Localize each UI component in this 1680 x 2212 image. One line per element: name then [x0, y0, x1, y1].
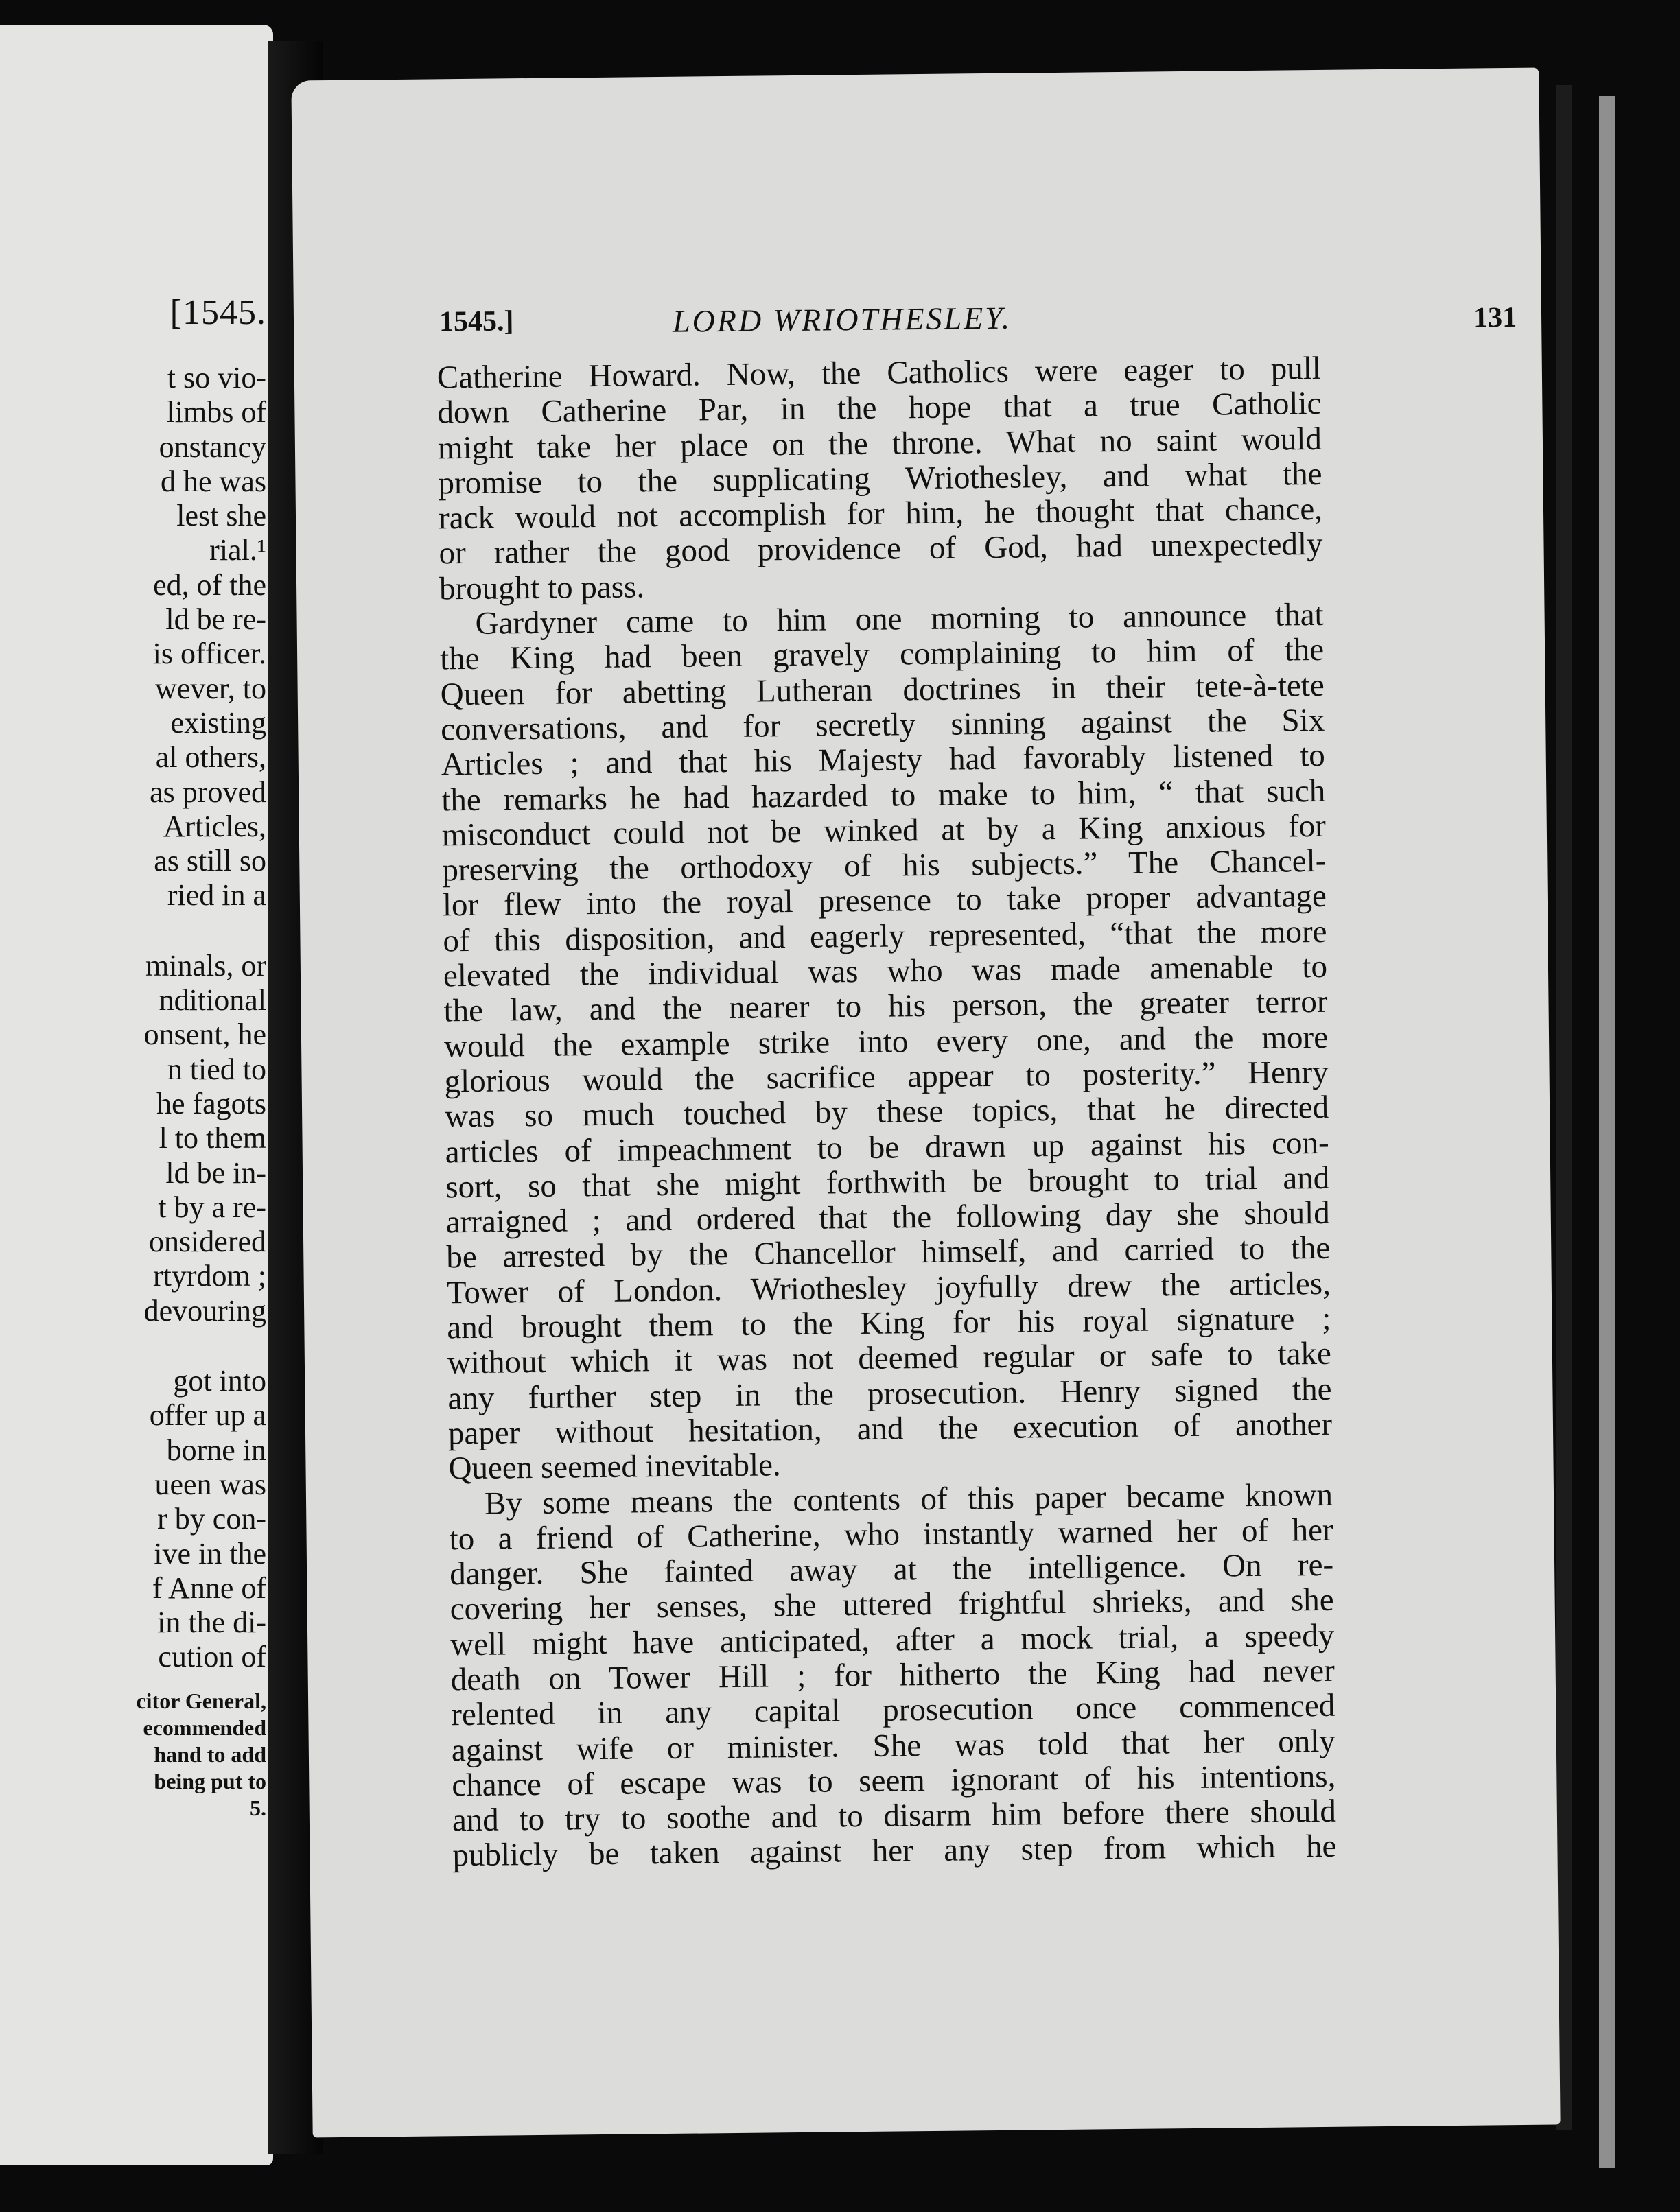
text-line: chance of escape was to seem ignorant of his intentions,	[452, 1758, 1336, 1804]
text-line: relented in any capital prosecution once commenced	[451, 1688, 1335, 1733]
text-line: rack would not accomplish for him, he thought that chance,	[438, 491, 1323, 537]
left-line: lest she	[176, 499, 266, 533]
footnote-line: citor General,	[136, 1689, 266, 1713]
left-line: n tied to	[167, 1052, 266, 1086]
left-line: t by a re-	[158, 1190, 266, 1224]
left-line: got into	[173, 1364, 266, 1398]
page-number: 131	[1473, 301, 1517, 334]
footnote-line: ecommended	[143, 1715, 266, 1740]
left-line-gap	[0, 1328, 266, 1364]
text-line: Gardyner came to him one morning to announce that	[475, 596, 1324, 642]
left-line: is officer.	[152, 637, 266, 671]
text-line: and brought them to the King for his royal signature ;	[447, 1300, 1331, 1346]
text-line: was so much touched by these topics, that he directed	[444, 1090, 1329, 1135]
text-line: Catherine Howard. Now, the Catholics were eager to pull	[436, 350, 1322, 396]
left-line: rtyrdom ;	[153, 1259, 266, 1293]
left-line: onsent, he	[143, 1017, 266, 1052]
text-line: and to try to soothe and to disarm him before there should	[452, 1793, 1337, 1839]
left-line: in the di-	[157, 1605, 266, 1640]
text-line: articles of impeachment to be drawn up against his con-	[445, 1125, 1329, 1170]
left-line: onstancy	[159, 430, 266, 464]
footnote-line: 5.	[250, 1796, 266, 1820]
text-line: Articles ; and that his Majesty had favorably listened to	[441, 738, 1326, 783]
text-line: against wife or minister. She was told that her only	[451, 1723, 1336, 1768]
page-edge-back	[1599, 96, 1615, 2168]
text-line: Tower of London. Wriothesley joyfully drew the articles,	[446, 1265, 1331, 1311]
text-line: the law, and the nearer to his person, the greater terror	[443, 984, 1328, 1029]
left-line: ried in a	[167, 878, 266, 913]
left-line-gap	[0, 913, 266, 949]
text-line: lor flew into the royal presence to take proper advantage	[442, 878, 1327, 923]
running-header	[439, 294, 1517, 353]
left-line: cution of	[158, 1640, 266, 1674]
left-line: f Anne of	[152, 1570, 266, 1605]
text-line: or rather the good providence of God, had unexpectedly	[439, 526, 1323, 572]
footnote-line: being put to	[154, 1769, 266, 1793]
text-line: By some means the contents of this paper became known	[484, 1476, 1333, 1522]
text-line: of this disposition, and eagerly represented, “that the more	[443, 913, 1327, 959]
left-line: ld be in-	[165, 1155, 266, 1190]
left-line: onsidered	[148, 1225, 266, 1259]
left-line: al others,	[155, 740, 266, 775]
text-line: the remarks he had hazarded to make to him, “ that such	[441, 773, 1326, 818]
left-page-header: [1545.	[170, 293, 266, 332]
left-line: ueen was	[154, 1467, 266, 1501]
text-line: down Catherine Par, in the hope that a true Catholic	[437, 386, 1322, 431]
left-line: borne in	[166, 1433, 266, 1467]
left-line: ed, of the	[153, 567, 266, 602]
right-page	[291, 68, 1560, 2138]
text-line: publicly be taken against her any step from which he	[452, 1828, 1337, 1874]
text-line: Queen for abetting Lutheran doctrines in their tete-à-tete	[440, 667, 1325, 713]
left-line: rial.¹	[209, 533, 266, 567]
left-line: wever, to	[155, 671, 266, 705]
text-line: promise to the supplicating Wriothesley, and what the	[438, 456, 1322, 502]
page-edge	[1556, 85, 1572, 2130]
left-line: d he was	[161, 464, 266, 498]
left-page-footnotes	[0, 1688, 266, 1822]
left-page-text	[0, 361, 266, 1675]
text-line: would the example strike into every one, and the more	[443, 1019, 1329, 1064]
text-line: the King had been gravely complaining to him of the	[439, 632, 1325, 677]
text-line: preserving the orthodoxy of his subjects.” The Chancel-	[442, 843, 1327, 889]
text-line: danger. She fainted away at the intelligence. On re-	[449, 1546, 1334, 1592]
left-page	[0, 25, 273, 2165]
text-line: well might have anticipated, after a mock trial, a speedy	[450, 1617, 1335, 1662]
left-line: minals, or	[145, 948, 266, 983]
left-line: ive in the	[154, 1536, 266, 1570]
left-line: limbs of	[166, 395, 266, 430]
left-line: existing	[170, 705, 266, 740]
text-line: might take her place on the throne. What no saint would	[437, 421, 1322, 466]
text-line: brought to pass.	[439, 569, 645, 607]
text-line: without which it was not deemed regular or safe to take	[447, 1336, 1332, 1381]
body-text	[437, 351, 1337, 1874]
footnote-line: hand to add	[154, 1742, 266, 1767]
left-line: as proved	[150, 775, 266, 809]
text-line: sort, so that she might forthwith be brought to trial and	[445, 1160, 1330, 1205]
left-line: t so vio-	[167, 361, 266, 395]
left-line: nditional	[159, 983, 266, 1017]
text-line: to a friend of Catherine, who instantly warned her of her	[449, 1511, 1333, 1557]
text-line: conversations, and for secretly sinning against the Six	[440, 702, 1325, 748]
left-line: devouring	[143, 1293, 266, 1328]
left-line: l to them	[159, 1121, 266, 1155]
text-line: death on Tower Hill ; for hitherto the King had never	[450, 1652, 1335, 1698]
text-line: arraigned ; and ordered that the following day she should	[445, 1195, 1330, 1240]
left-line: as still so	[154, 844, 266, 878]
text-line: glorious would the sacrifice appear to posterity.” Henry	[444, 1054, 1329, 1100]
text-line: Queen seemed inevitable.	[448, 1447, 781, 1487]
text-line: covering her senses, she uttered frightful shrieks, and she	[450, 1582, 1334, 1627]
text-line: paper without hesitation, and the execution of another	[447, 1406, 1333, 1452]
text-line: elevated the individual was who was made amenable to	[443, 948, 1328, 994]
left-line: offer up a	[149, 1398, 266, 1433]
left-line: Articles,	[163, 809, 266, 843]
left-line: ld be re-	[165, 602, 266, 637]
text-line: be arrested by the Chancellor himself, and carried to the	[446, 1230, 1331, 1275]
text-line: misconduct could not be winked at by a King anxious for	[441, 808, 1327, 854]
running-title: LORD WRIOTHESLEY.	[672, 300, 1012, 339]
left-line: r by con-	[157, 1502, 266, 1536]
text-line: any further step in the prosecution. Henry signed the	[447, 1371, 1332, 1416]
left-line: he fagots	[156, 1086, 266, 1120]
header-year: 1545.]	[439, 305, 514, 338]
